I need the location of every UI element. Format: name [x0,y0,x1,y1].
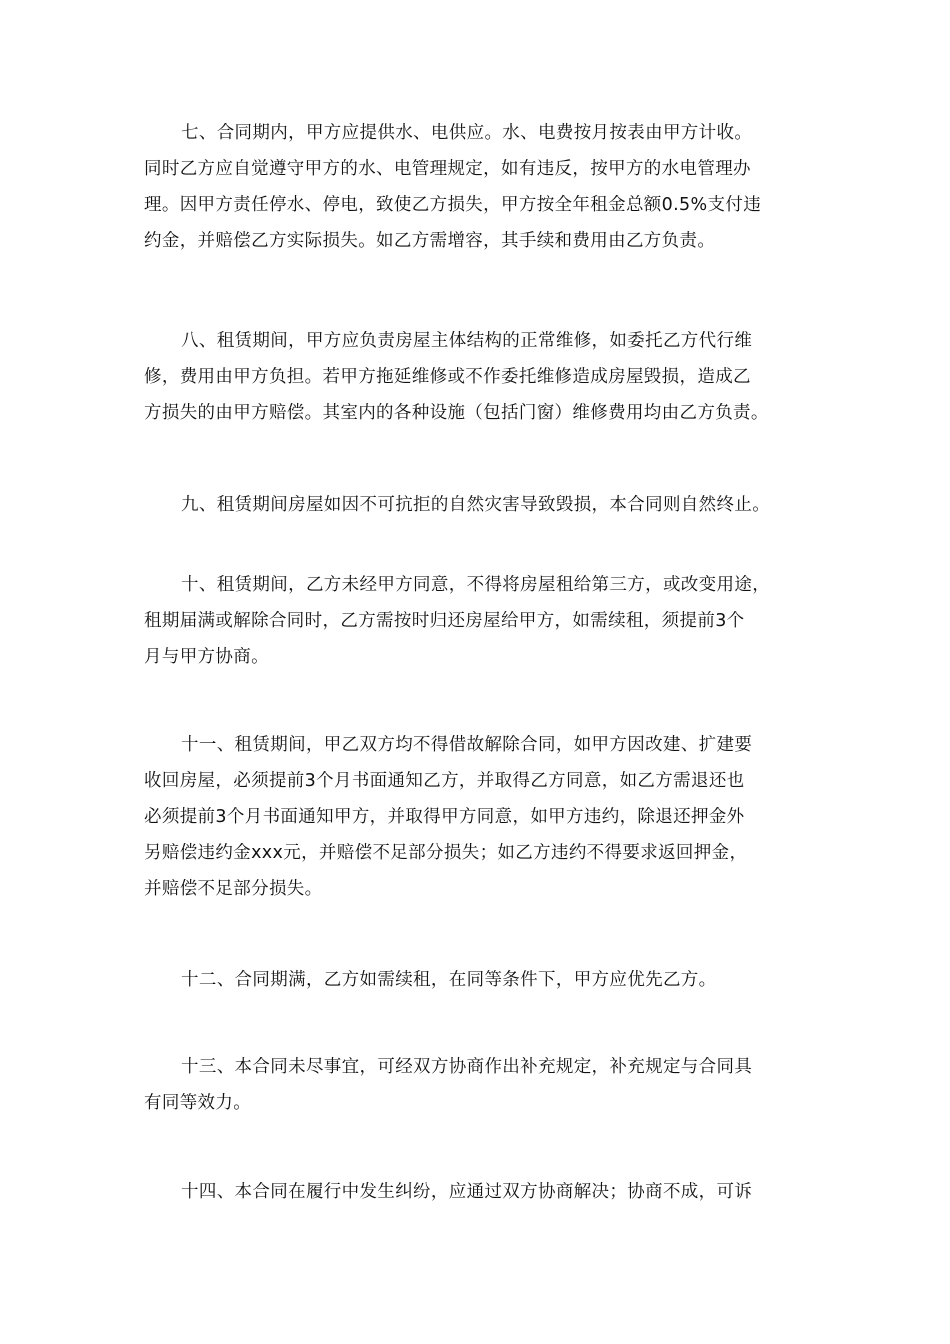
clause-line: 月与甲方协商。 [144,647,269,667]
clause-7 [144,115,824,259]
clause-line: 租期届满或解除合同时，乙方需按时归还房屋给甲方，如需续租，须提前3个 [144,611,745,631]
clause-10 [144,567,824,675]
clause-line: 八、租赁期间，甲方应负责房屋主体结构的正常维修，如委托乙方代行维 [181,331,753,351]
clause-13 [144,1049,824,1121]
clause-line: 同时乙方应自觉遵守甲方的水、电管理规定，如有违反，按甲方的水电管理办 [144,159,751,179]
clause-line: 十四、本合同在履行中发生纠纷，应通过双方协商解决；协商不成，可诉 [181,1182,753,1202]
clause-line: 方损失的由甲方赔偿。其室内的各种设施（包括门窗）维修费用均由乙方负责。 [144,403,769,423]
clause-line: 十三、本合同未尽事宜，可经双方协商作出补充规定，补充规定与合同具 [181,1057,753,1077]
clause-line: 必须提前3个月书面通知甲方，并取得甲方同意，如甲方违约，除退还押金外 [144,807,745,827]
clause-11 [144,727,824,907]
clause-line: 有同等效力。 [144,1093,252,1113]
clause-14 [144,1174,824,1210]
clause-line: 理。因甲方责任停水、停电，致使乙方损失，甲方按全年租金总额0.5%支付违 [144,195,762,215]
clause-line: 修，费用由甲方负担。若甲方拖延维修或不作委托维修造成房屋毁损，造成乙 [144,367,751,387]
clause-12 [144,962,824,998]
clause-9 [144,487,824,523]
clause-line: 十二、合同期满，乙方如需续租，在同等条件下，甲方应优先乙方。 [181,970,717,990]
clause-line: 约金，并赔偿乙方实际损失。如乙方需增容，其手续和费用由乙方负责。 [144,231,716,251]
clause-line: 收回房屋，必须提前3个月书面通知乙方，并取得乙方同意，如乙方需退还也 [144,771,745,791]
clause-line: 另赔偿违约金xxx元，并赔偿不足部分损失；如乙方违约不得要求返回押金， [144,843,748,863]
clause-line: 并赔偿不足部分损失。 [144,879,323,899]
clause-line: 十、租赁期间，乙方未经甲方同意，不得将房屋租给第三方，或改变用途， [181,575,771,595]
clause-line: 十一、租赁期间，甲乙双方均不得借故解除合同，如甲方因改建、扩建要 [181,735,753,755]
clause-8 [144,323,824,431]
clause-line: 七、合同期内，甲方应提供水、电供应。水、电费按月按表由甲方计收。 [181,123,753,143]
clause-line: 九、租赁期间房屋如因不可抗拒的自然灾害导致毁损，本合同则自然终止。 [181,495,771,515]
